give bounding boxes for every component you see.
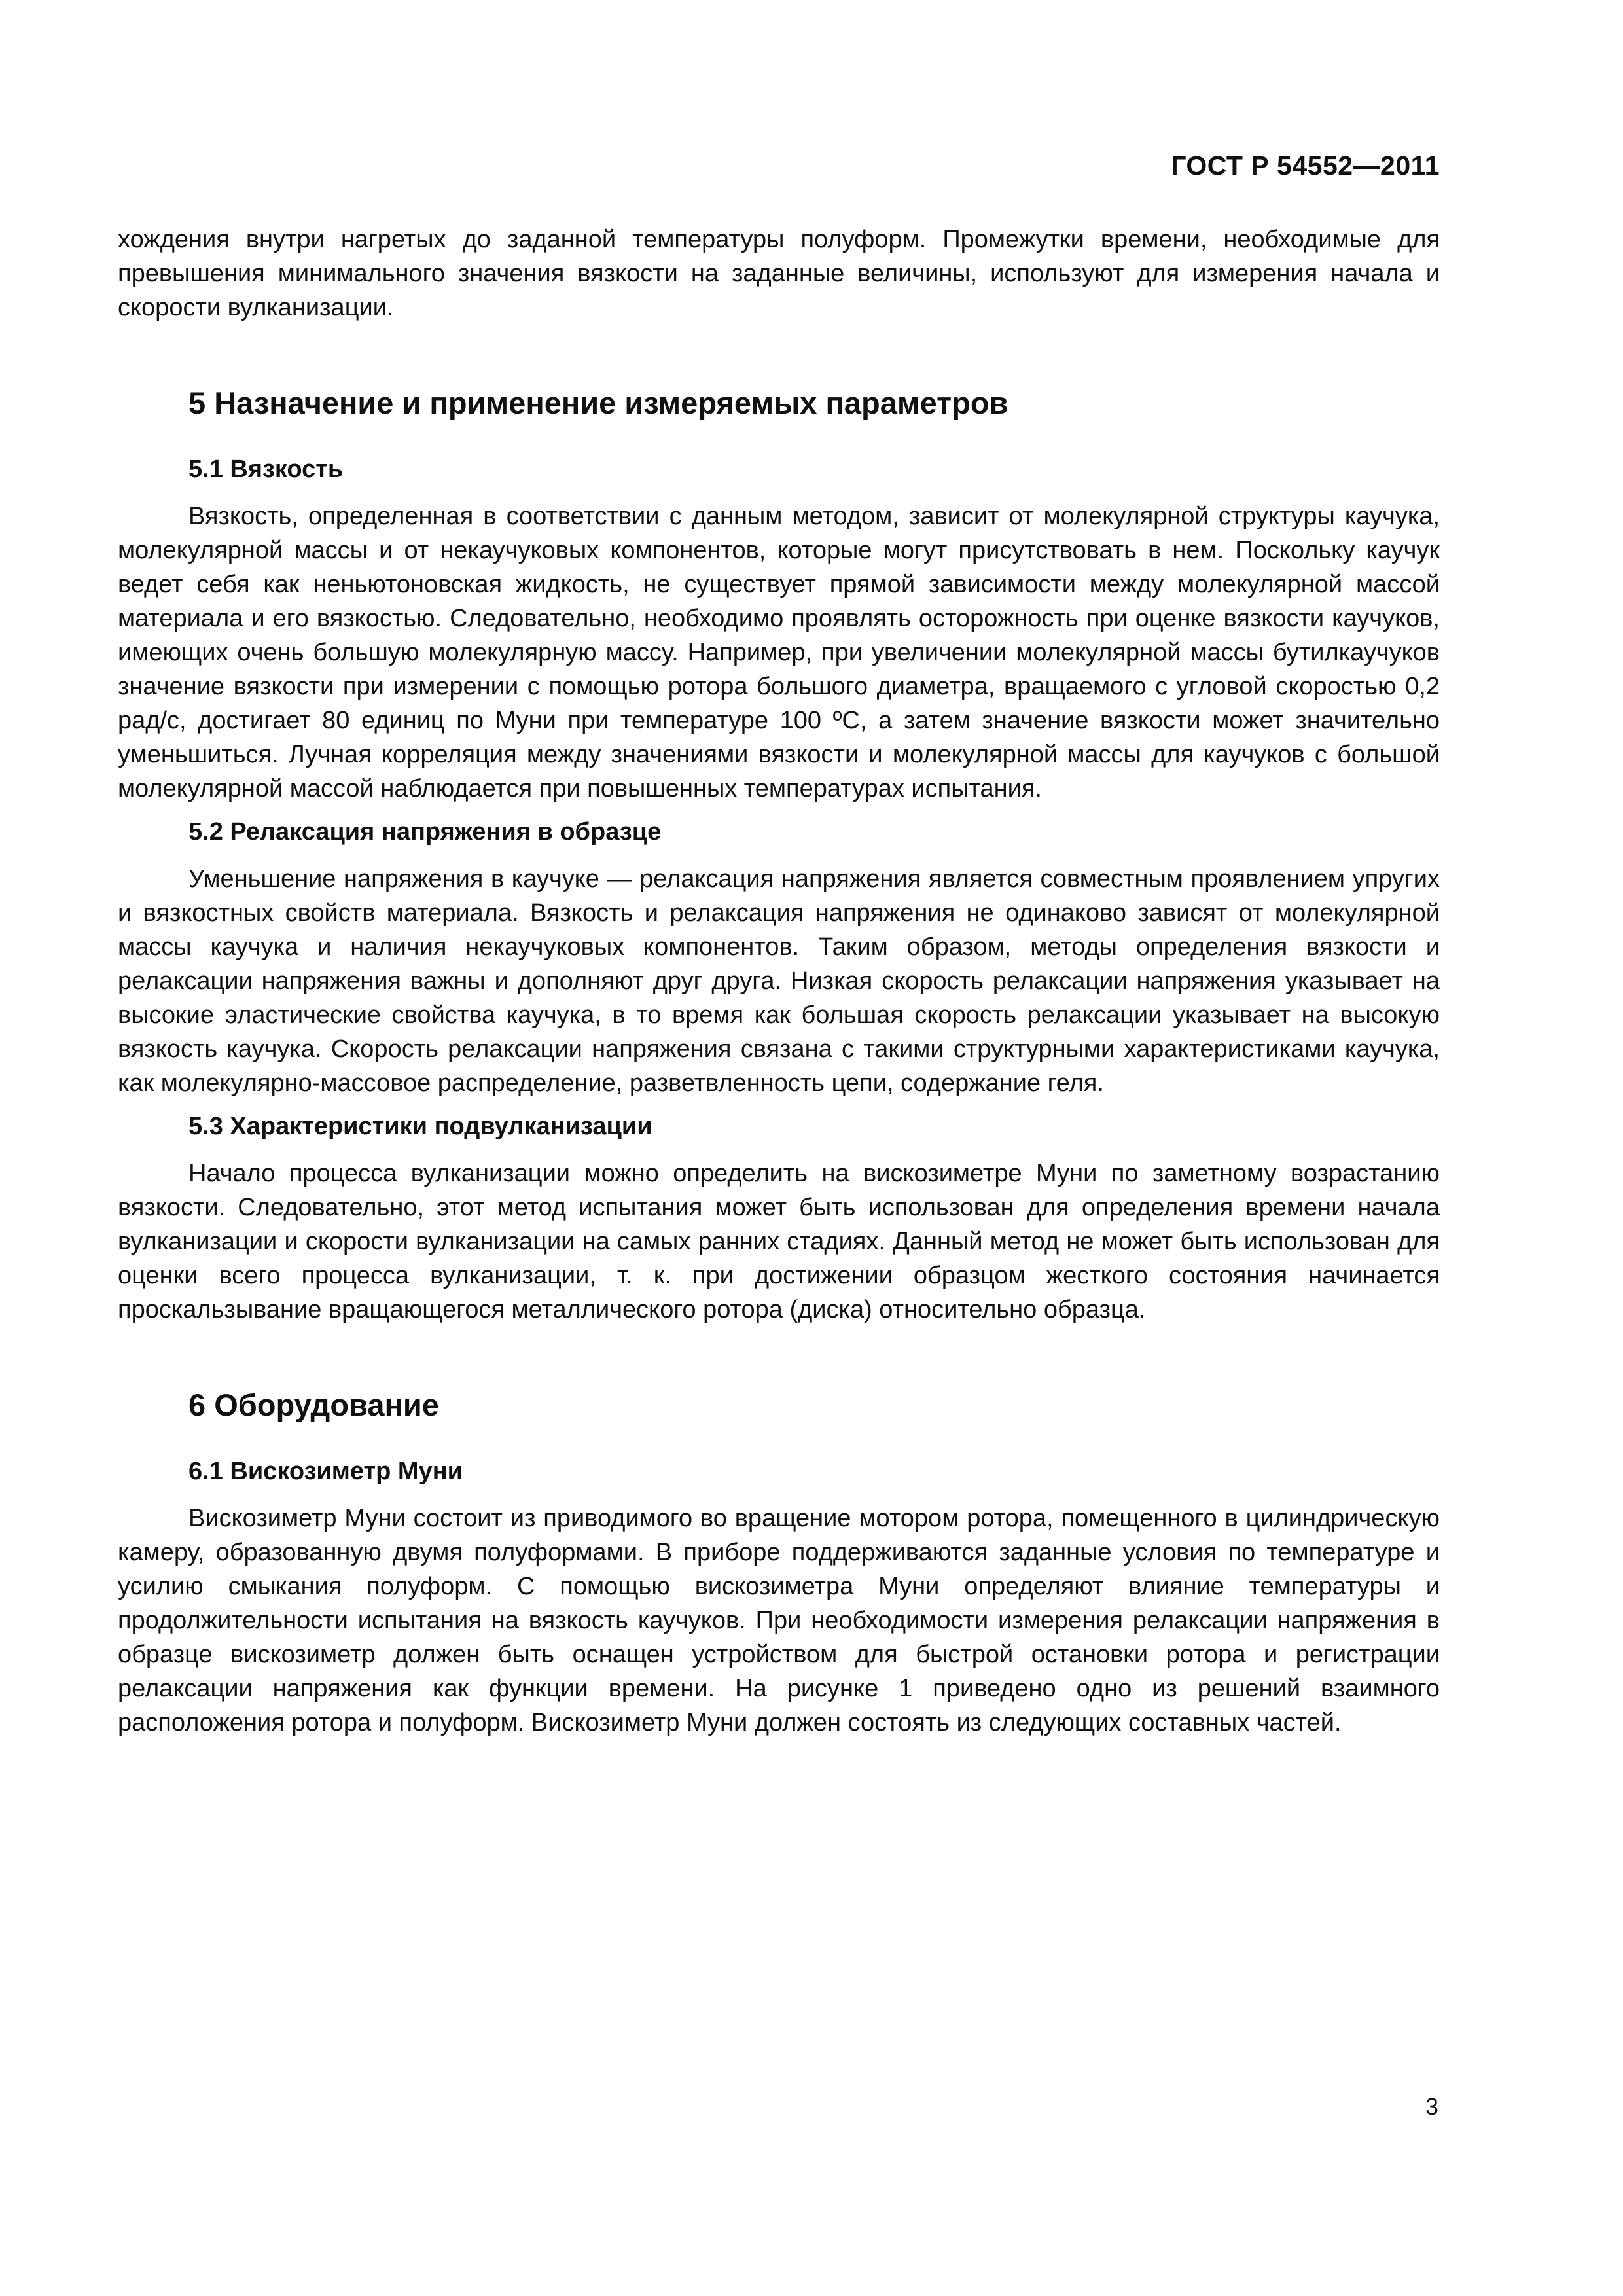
subsection-5-1-heading: 5.1 Вязкость: [188, 456, 344, 483]
document-code: ГОСТ Р 54552—2011: [1171, 151, 1440, 181]
subsection-5-3-paragraph: Начало процесса вулканизации можно определить на вискозиметре Муни по заметному возрастанию вязкости. Следовательно, этот метод испытания может быть использован для определения времени начала вулканизации и скорости вулканизации на самых ранних стадиях. Данный метод не может быть использован для оценки всего процесса вулканизации, т. к. при достижении образцом жесткого состояния начинается проскальзывание вращающегося металлического ротора (диска) относительно образца.: [118, 1160, 1440, 1323]
subsection-5-2-paragraph: Уменьшение напряжения в каучуке — релаксация напряжения является совместным проявлением упругих и вязкостных свойств материала. Вязкость и релаксация напряжения не одинаково зависят от молекулярной массы каучука и наличия некаучуковых компонентов. Таким образом, методы определения вязкости и релаксации напряжения важны и дополняют друг друга. Низкая скорость релаксации напряжения указывает на высокие эластические свойства каучука, в то время как большая скорость релаксации указывает на высокую вязкость каучука. Скорость релаксации напряжения связана с такими структурными характеристиками каучука, как молекулярно-массовое распределение, разветвленность цепи, содержание геля.: [118, 865, 1440, 1097]
intro-paragraph: хождения внутри нагретых до заданной температуры полуформ. Промежутки времени, необходимые для превышения минимального значения вязкости на заданные величины, используют для измерения начала и скорости вулканизации.: [118, 226, 1440, 321]
subsection-6-1-heading: 6.1 Вискозиметр Муни: [188, 1458, 463, 1485]
page-content: [118, 223, 1440, 1740]
subsection-5-3-heading: 5.3 Характеристики подвулканизации: [188, 1113, 652, 1140]
section-6-heading: 6 Оборудование: [188, 1388, 439, 1422]
subsection-6-1-paragraph: Вискозиметр Муни состоит из приводимого во вращение мотором ротора, помещенного в цилиндрическую камеру, образованную двумя полуформами. В приборе поддерживаются заданные условия по температуре и усилию смыкания полуформ. С помощью вискозиметра Муни определяют влияние температуры и продолжительности испытания на вязкость каучуков. При необходимости измерения релаксации напряжения в образце вискозиметр должен быть оснащен устройством для быстрой остановки ротора и регистрации релаксации напряжения как функции времени. На рисунке 1 приведено одно из решений взаимного расположения ротора и полуформ. Вискозиметр Муни должен состоять из следующих составных частей.: [118, 1505, 1440, 1736]
subsection-5-1-paragraph: Вязкость, определенная в соответствии с данным методом, зависит от молекулярной структуры каучука, молекулярной массы и от некаучуковых компонентов, которые могут присутствовать в нем. Поскольку каучук ведет себя как неньютоновская жидкость, не существует прямой зависимости между молекулярной массой материала и его вязкостью. Следовательно, необходимо проявлять осторожность при оценке вязкости каучуков, имеющих очень большую молекулярную массу. Например, при увеличении молекулярной массы бутилкаучуков значение вязкости при измерении с помощью ротора большого диаметра, вращаемого с угловой скоростью 0,2 рад/с, достигает 80 единиц по Муни при температуре 100 ºС, а затем значение вязкости может значительно уменьшиться. Лучная корреляция между значениями вязкости и молекулярной массы для каучуков с большой молекулярной массой наблюдается при повышенных температурах испытания.: [118, 503, 1440, 802]
section-5-heading: 5 Назначение и применение измеряемых параметров: [188, 386, 1008, 420]
subsection-5-2-heading: 5.2 Релаксация напряжения в образце: [188, 818, 662, 846]
page-number: 3: [1425, 2093, 1438, 2120]
